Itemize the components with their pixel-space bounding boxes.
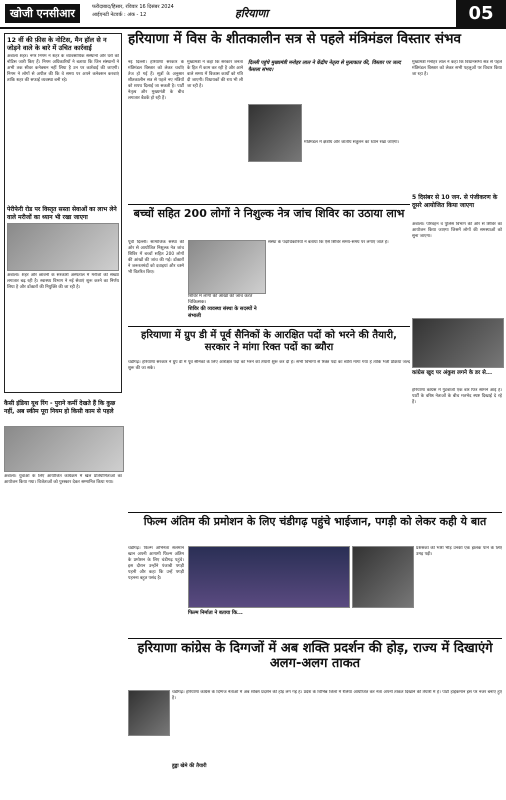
congress-leader-photo <box>128 690 170 736</box>
paper-logo: खोजी एनसीआर <box>5 4 80 23</box>
eye-camp-headline: बच्चों सहित 200 लोगों ने निशुल्क नेत्र जांच शिविर का उठाया लाभ <box>133 207 405 220</box>
cm-quote: दिल्ली पहुंचे मुख्यमंत्री मनोहर लाल ने केंद्रीय नेतृत्व से मुलाकात की, विस्तार पर जल्द फैसला संभव। <box>248 60 401 73</box>
left-body-2: अंबाला। शहर और छावनी के सरकारी अस्पताल में मरीजों की संख्या लगातार बढ़ रही है। स्वास्थ्य विभाग ने नई सेवाएं शुरू करने का निर्णय लिया है और डॉक्टरों की नियुक्ति की जा रही है। <box>7 273 119 290</box>
right-mid-body: हरियाणा कांग्रेस में गुटबाजी एक बार फिर सामने आई है। पार्टी के वरिष्ठ नेताओं के बीच मतभेद स्पष्ट दिखाई दे रहे हैं। <box>412 388 502 405</box>
page-number: 05 <box>456 0 506 27</box>
edition-date: फरीदाबाद/हिसार, रविवार 16 दिसंबर 2024 <box>92 4 174 10</box>
eye-camp-body: पूर्वी दिल्ली। सामाजिक संस्था की ओर से आयोजित निशुल्क नेत्र जांच शिविर में बच्चों सहित 200 लोगों की आंखों की जांच की गई। डॉक्टरों ने जरूरतमंदों को दवाइयां और चश्मे भी वितरित किए। <box>128 240 184 275</box>
eye-camp-photo <box>188 240 266 294</box>
right-top-body: मुख्यमंत्री मनोहर लाल ने कहा कि विधानसभा सत्र से पहले मंत्रिमंडल विस्तार को लेकर सभी पहलुओं पर विचार किया जा रहा है। <box>412 60 502 77</box>
eye-camp-caption: शिविर में लोगों की आंखों की जांच करते चिकित्सक। <box>188 294 253 305</box>
congress-subhead: हुड्डा खेमे की तैयारी <box>172 763 207 769</box>
cm-photo <box>248 104 302 162</box>
right-box-body: अंबाला। परिवहन व पुलिस विभाग की ओर से शिविर का आयोजन किया जाएगा जिसमें लोगों की समस्याओं को सुना जाएगा। <box>412 222 502 239</box>
right-mid-photo <box>412 318 504 368</box>
mid-col-1: नई दिल्ली। हरियाणा सरकार के मंत्रिमंडल विस्तार को लेकर चर्चाएं तेज हो गई हैं। सूत्रों के अनुसार शीतकालीन सत्र से पहले नए मंत्रियों को शपथ दिलाई जा सकती है। पार्टी नेतृत्व और मुख्यमंत्री के बीच लगातार बैठकें हो रही हैं। <box>128 60 184 101</box>
main-headline: हरियाणा में विस के शीतकालीन सत्र से पहले मंत्रिमंडल विस्तार संभव <box>128 31 461 47</box>
right-box-headline: 5 दिसंबर से 10 जन. से पंजीकरण के दूसरे आयोजित किया जाएगा <box>412 194 498 209</box>
masthead <box>0 0 506 29</box>
eye-camp-body-2: संस्था के पदाधिकारियों ने बताया कि ऐसे शिविर समय-समय पर लगाए जाते हैं। <box>268 240 389 245</box>
film-crowd-photo <box>188 546 350 608</box>
hospital-photo <box>7 223 119 271</box>
film-subhead: फिल्म निर्माता ने बताया कि... <box>188 610 243 616</box>
film-body: चंडीगढ़। फिल्म अभिनेता सलमान खान अपनी आगामी फिल्म अंतिम के प्रमोशन के लिए चंडीगढ़ पहुंचे। इस दौरान उन्होंने पंजाबी पगड़ी पहनी और कहा कि उन्हें पगड़ी पहनना बहुत पसंद है। <box>128 546 184 581</box>
left-top-body: अंबाला शहर। नगर निगम ने शहर के व्यावसायिक संस्थानों और घरों को नोटिस जारी किए हैं। निगम अधिकारियों ने बताया कि जिन संस्थानों ने अभी तक सीवर कनेक्शन नहीं लिया है उन पर कार्रवाई की जाएगी। निगम ने लोगों से अपील की कि वे समय पर अपने कनेक्शन करवाएं ताकि शहर की सफाई व्यवस्था बनी रहे। <box>7 54 119 83</box>
eye-camp-subhead: शिविर की व्यवस्था संस्था के सदस्यों ने संभाली <box>188 306 257 319</box>
edition-info: आईएनटी नेटवर्क : अंक - 12 <box>92 12 147 18</box>
film-headline: फिल्म अंतिम की प्रमोशन के लिए चंडीगढ़ पहुंचे भाईजान, पगड़ी को लेकर कही ये बात <box>143 515 487 528</box>
actor-photo <box>352 546 414 608</box>
left-bottom-photo <box>4 426 124 472</box>
left-bottom-body: अंबाला। युवाओं के लिए आयोजित कार्यक्रम में खेल प्रतियोगिताओं का आयोजन किया गया। विजेताओं को पुरस्कार देकर सम्मानित किया गया। <box>4 474 122 485</box>
mid-col-3: मंत्रिमंडल में क्षेत्रीय और जातीय संतुलन का ध्यान रखा जाएगा। <box>304 140 400 145</box>
left-news-column <box>4 33 122 393</box>
ex-servicemen-headline: हरियाणा में ग्रुप डी में पूर्व सैनिकों के आरक्षित पदों को भरने की तैयारी, सरकार ने मांगा रिक्त पदों का ब्यौरा <box>141 330 397 353</box>
left-photo-headline: पेरीफेरी रोड पर विस्तृत सस्ता सेवाओं का लाभ लेने वाले मरीजों का ध्यान भी रखा जाएगा <box>7 206 117 221</box>
left-top-headline: 12 वीं की फ़ीस के नोटिस, मैन हॉल से न जोड़ने वाले के बारे में उचित कार्रवाई <box>7 36 107 52</box>
ex-servicemen-body: चंडीगढ़। हरियाणा सरकार ने ग्रुप डी में पूर्व सैनिकों के लिए आरक्षित पदों को भरने की तैयारी शुरू कर दी है। सभी विभागों से रिक्त पदों का ब्यौरा मांगा गया है ताकि भर्ती प्रक्रिया जल्द शुरू की जा सके। <box>128 360 410 371</box>
left-bottom-headline: कैसी इंडिया यूथ रिंग - पुराने कर्मी देखते हैं कि कुछ नहीं, अब स्कीम पूरा नियम हो किसी काम से पहले <box>4 400 116 415</box>
congress-headline: हरियाणा कांग्रेस के दिग्गजों में अब शक्ति प्रदर्शन की होड़, राज्य में दिखाएंगे अलग-अलग ताकत <box>137 641 493 671</box>
section-title: हरियाणा <box>235 7 269 20</box>
film-body-2: प्रशंसकों की भारी भीड़ उनकी एक झलक पाने के लिए उमड़ पड़ी। <box>416 546 502 557</box>
congress-body: चंडीगढ़। हरियाणा कांग्रेस के दिग्गज नेताओं में अब शक्ति प्रदर्शन की होड़ लग गई है। प्रदेश के विभिन्न जिलों में रैलियां आयोजित कर नेता अपनी ताकत दिखाने की तैयारी में हैं। पार्टी हाईकमान इस पर नजर बनाए हुए है। <box>172 690 502 701</box>
mid-col-2: मुख्यमंत्री ने कहा कि सरकार जनता के हित में काम कर रही है और आने वाले समय में विकास कार्यों को गति दी जाएगी। विधायकों की राय भी ली जा रही है। <box>187 60 243 89</box>
right-mid-headline: कांग्रेस खुद पर अंकुश लगने के डर से... <box>412 370 493 376</box>
